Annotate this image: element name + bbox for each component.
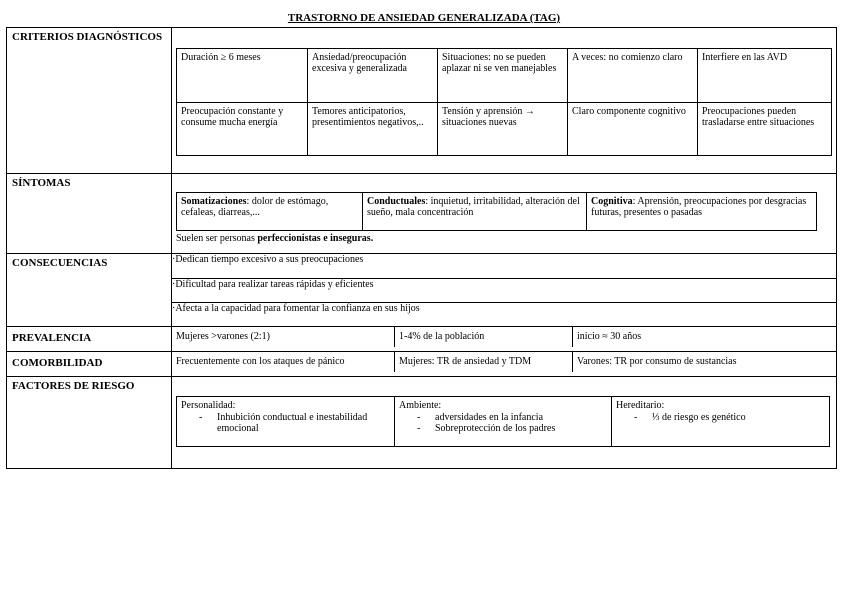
row-criterios <box>7 28 837 174</box>
factor-item: - adversidades en la infancia <box>417 412 607 423</box>
sintoma-conductuales <box>363 193 587 231</box>
row-factores <box>7 377 837 469</box>
factor-head: Personalidad: <box>181 400 236 411</box>
sintomas-note <box>172 231 836 245</box>
label-consecuencias: CONSECUENCIAS <box>7 254 172 327</box>
comorbilidad-cell <box>172 352 837 377</box>
factor-item: - Inhubición conductual e inestabilidad emocional <box>199 412 390 434</box>
sintoma-cognitiva <box>587 193 817 231</box>
label-factores: FACTORES DE RIESGO <box>7 377 172 469</box>
criterio-cell: A veces: no comienzo claro <box>568 49 698 103</box>
criterios-cell <box>172 28 837 174</box>
factor-item: - ⅓ de riesgo es genético <box>634 412 825 423</box>
sintomas-cell <box>172 174 837 254</box>
criterio-cell: Preocupaciones pueden trasladarse entre situaciones <box>698 103 832 156</box>
consecuencia-item: ·Dedican tiempo excesivo a sus preocupaciones <box>172 254 837 279</box>
consecuencia-item: ·Dificultad para realizar tareas rápidas y eficientes <box>172 279 837 303</box>
note-bold: perfeccionistas e inseguras. <box>257 233 374 244</box>
prevalencia-split <box>172 327 836 347</box>
row-sintomas <box>7 174 837 254</box>
sintoma-head: Conductuales <box>367 196 426 207</box>
comorbilidad-item: Varones: TR por consumo de sustancias <box>572 352 836 372</box>
criterios-grid <box>176 48 832 156</box>
factor-item: - Sobreprotección de los padres <box>417 423 607 434</box>
comorbilidad-item: Frecuentemente con los ataques de pánico <box>176 356 345 367</box>
criterio-cell: Claro componente cognitivo <box>568 103 698 156</box>
label-prevalencia: PREVALENCIA <box>7 327 172 352</box>
sintoma-text: : dolor de estómago, cefaleas, diarreas,... <box>181 196 329 218</box>
factores-cell <box>172 377 837 469</box>
page-title: TRASTORNO DE ANSIEDAD GENERALIZADA (TAG) <box>287 12 561 24</box>
row-prevalencia <box>7 327 837 352</box>
summary-table <box>6 27 837 469</box>
sintoma-text: : inquietud, irritabilidad, alteración del sueño, mala concentración <box>367 196 580 218</box>
label-criterios: CRITERIOS DIAGNÓSTICOS <box>7 28 172 174</box>
factor-ambiente <box>395 397 612 447</box>
sintoma-text: : Aprensión, preocupaciones por desgracias futuras, presentes o pasadas <box>591 196 807 218</box>
prevalencia-cell <box>172 327 837 352</box>
consecuencia-item: ·Afecta a la capacidad para fomentar la confianza en sus hijos <box>172 303 837 327</box>
criterio-cell: Preocupación constante y consume mucha energía <box>177 103 308 156</box>
prevalencia-item: 1-4% de la población <box>394 327 572 347</box>
criterio-cell: Temores anticipatorios, presentimientos negativos,.. <box>308 103 438 156</box>
factor-head: Hereditario: <box>616 400 665 411</box>
sintoma-head: Somatizaciones <box>181 196 247 207</box>
sintomas-grid <box>176 192 817 231</box>
factor-hereditario <box>612 397 830 447</box>
sintoma-somatizaciones <box>177 193 363 231</box>
criterio-cell: Ansiedad/preocupación excesiva y generalizada <box>308 49 438 103</box>
factores-grid <box>176 396 830 447</box>
note-prefix: Suelen ser personas <box>176 233 258 244</box>
comorbilidad-split <box>172 352 836 372</box>
criterio-cell: Situaciones: no se pueden aplazar ni se ven manejables <box>438 49 568 103</box>
label-comorbilidad: COMORBILIDAD <box>7 352 172 377</box>
sintoma-head: Cognitiva <box>591 196 633 207</box>
criterio-cell: Interfiere en las AVD <box>698 49 832 103</box>
factor-personalidad <box>177 397 395 447</box>
prevalencia-item: Mujeres >varones (2:1) <box>176 331 270 342</box>
label-sintomas: SÍNTOMAS <box>7 174 172 254</box>
criterio-cell: Tensión y aprensión → situaciones nuevas <box>438 103 568 156</box>
row-comorbilidad <box>7 352 837 377</box>
criterio-cell: Duración ≥ 6 meses <box>177 49 308 103</box>
row-consecuencias <box>7 254 837 279</box>
factor-head: Ambiente: <box>399 400 442 411</box>
comorbilidad-item: Mujeres: TR de ansiedad y TDM <box>394 352 572 372</box>
prevalencia-item: inicio ≈ 30 años <box>572 327 836 347</box>
